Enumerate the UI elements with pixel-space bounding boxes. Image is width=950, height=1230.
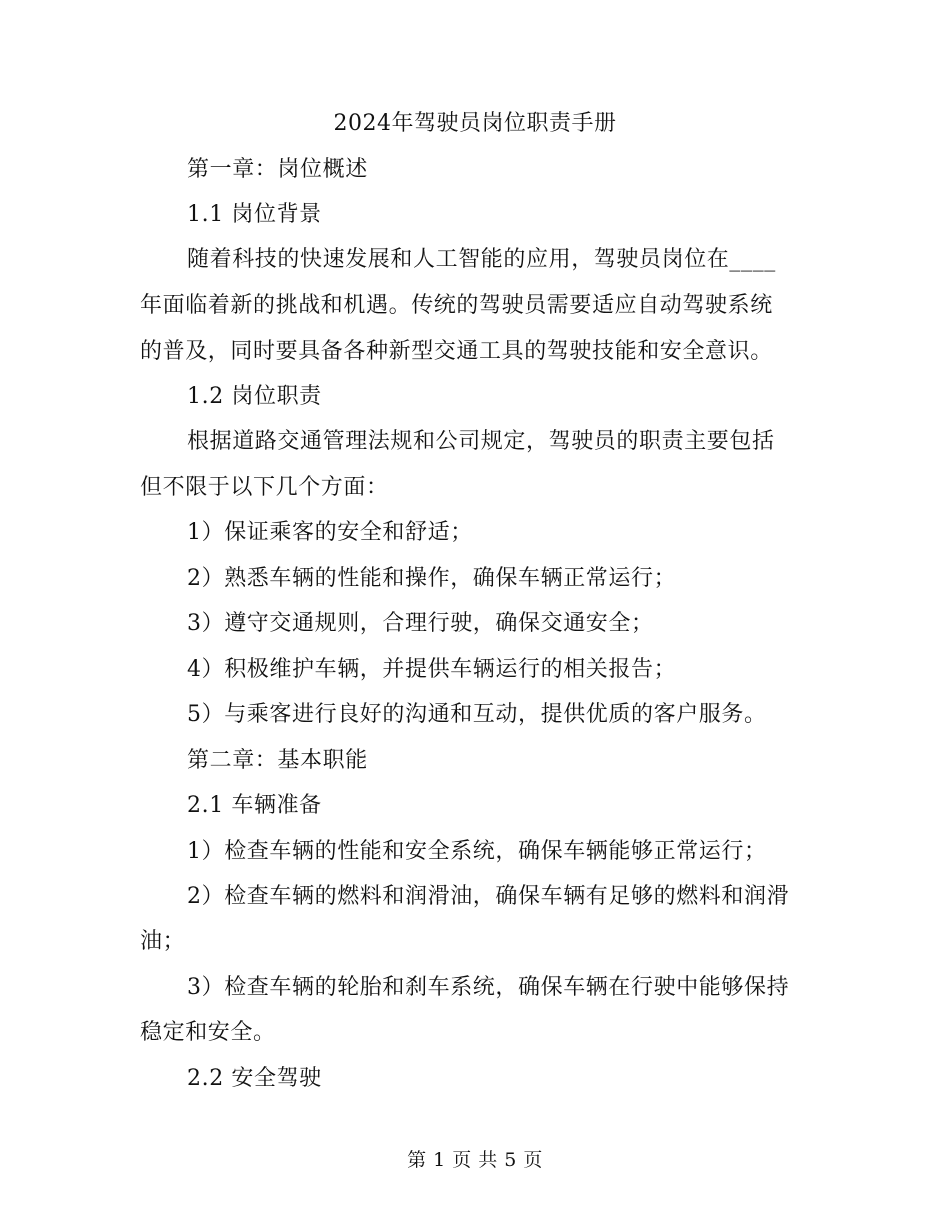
- chapter-2-heading: 第二章：基本职能: [187, 748, 368, 773]
- list-item-continuation: 油；: [140, 929, 186, 954]
- paragraph-line: 的普及，同时要具备各种新型交通工具的驾驶技能和安全意识。: [140, 339, 773, 364]
- paragraph-line: 根据道路交通管理法规和公司规定，驾驶员的职责主要包括: [187, 429, 775, 454]
- page-footer: 第 1 页 共 5 页: [407, 1149, 543, 1171]
- document-title: 2024年驾驶员岗位职责手册: [333, 111, 617, 136]
- paragraph-line: 年面临着新的挑战和机遇。传统的驾驶员需要适应自动驾驶系统: [140, 293, 773, 318]
- section-1-1-heading: 1.1 岗位背景: [187, 202, 322, 227]
- section-2-1-heading: 2.1 车辆准备: [187, 793, 322, 818]
- list-item: 3）检查车辆的轮胎和刹车系统，确保车辆在行驶中能够保持: [187, 975, 790, 1000]
- list-item: 2）熟悉车辆的性能和操作，确保车辆正常运行；: [187, 566, 677, 591]
- section-2-2-heading: 2.2 安全驾驶: [187, 1066, 322, 1091]
- list-item: 4）积极维护车辆，并提供车辆运行的相关报告；: [187, 657, 677, 682]
- paragraph-line: 但不限于以下几个方面：: [140, 475, 389, 500]
- list-item: 1）检查车辆的性能和安全系统，确保车辆能够正常运行；: [187, 839, 767, 864]
- chapter-1-heading: 第一章：岗位概述: [187, 157, 368, 182]
- list-item: 3）遵守交通规则，合理行驶，确保交通安全；: [187, 611, 654, 636]
- list-item: 5）与乘客进行良好的沟通和互动，提供优质的客户服务。: [187, 702, 767, 727]
- list-item: 1）保证乘客的安全和舒适；: [187, 520, 473, 545]
- paragraph-line: 随着科技的快速发展和人工智能的应用，驾驶员岗位在____: [187, 247, 776, 272]
- list-item: 2）检查车辆的燃料和润滑油，确保车辆有足够的燃料和润滑: [187, 884, 790, 909]
- list-item-continuation: 稳定和安全。: [140, 1020, 276, 1045]
- section-1-2-heading: 1.2 岗位职责: [187, 384, 322, 409]
